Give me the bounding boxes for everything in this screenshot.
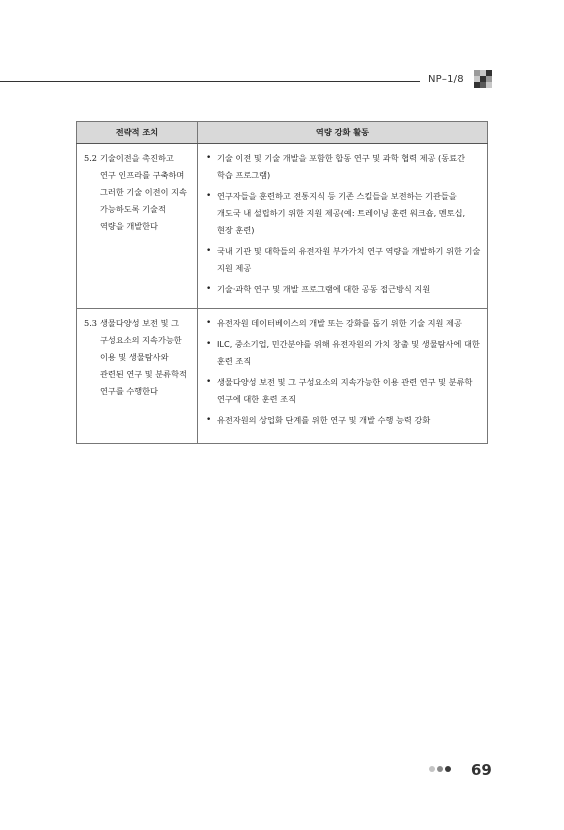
activity-item: • 기술·과학 연구 및 개발 프로그램에 대한 공동 접근방식 지원	[205, 281, 481, 298]
table-row	[77, 144, 488, 309]
column-header-activities: 역량 강화 활동	[198, 122, 488, 144]
measure-cell	[77, 309, 198, 444]
activity-item: • ILC, 중소기업, 민간분야를 위해 유전자원의 가치 창출 및 생물탐사에 대한 훈련 조직	[205, 336, 481, 370]
header-square-mark-icon	[474, 70, 492, 88]
page-number: 69	[471, 761, 492, 779]
activity-item: • 생물다양성 보전 및 그 구성요소의 지속가능한 이용 관련 연구 및 분류학 연구에 대한 훈련 조직	[205, 374, 481, 408]
table-row	[77, 309, 488, 444]
activity-item: • 연구자들을 훈련하고 전통지식 등 기존 스킬들을 보전하는 기관들을 개도국 내 설립하기 위한 지원 제공(예: 트레이닝 훈련 워크숍, 멘토십, 현장 훈련)	[205, 188, 481, 239]
activity-item: • 국내 기관 및 대학들의 유전자원 부가가치 연구 역량을 개발하기 위한 기술 지원 제공	[205, 243, 481, 277]
activities-cell	[198, 144, 488, 309]
measure-cell	[77, 144, 198, 309]
measure-number: 5.2	[84, 153, 98, 163]
activity-item: • 유전자원 데이터베이스의 개발 또는 강화를 돕기 위한 기술 지원 제공	[205, 315, 481, 332]
measure-text: 생물다양성 보전 및 그 구성요소의 지속가능한 이용 및 생물탐사와 관련된 연구 및 분류학적 연구를 수행한다	[100, 318, 187, 396]
capacity-building-table	[76, 121, 488, 444]
table-header-row	[77, 122, 488, 144]
activity-item: • 기술 이전 및 기술 개발을 포함한 합동 연구 및 과학 협력 제공 (동료간 학습 프로그램)	[205, 150, 481, 184]
header-document-code: NP–1/8	[428, 74, 464, 85]
activities-cell	[198, 309, 488, 444]
column-header-strategic-measure: 전략적 조치	[77, 122, 198, 144]
measure-text: 기술이전을 촉진하고 연구 인프라를 구축하며 그러한 기술 이전이 지속 가능하도록 기술적 역량을 개발한다	[100, 153, 187, 231]
activity-item: • 유전자원의 상업화 단계를 위한 연구 및 개발 수행 능력 강화	[205, 412, 481, 429]
measure-number: 5.3	[84, 318, 98, 328]
page-dots-icon	[429, 766, 453, 772]
header-rule	[0, 81, 420, 82]
